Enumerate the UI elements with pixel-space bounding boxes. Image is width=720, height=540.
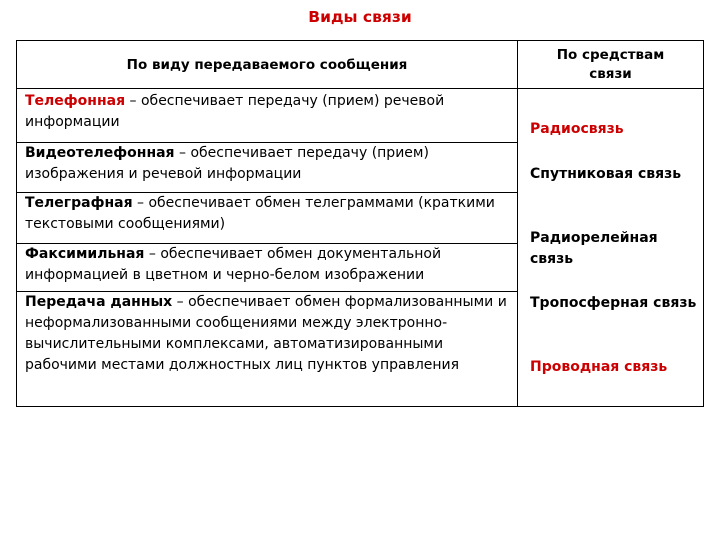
header-message-types: [16, 40, 518, 89]
message-type-description: – обеспечивает обмен документальной информацией в цветном и черно-белом изображении: [25, 246, 442, 283]
message-type-term: Телеграфная: [25, 195, 133, 211]
comm-means-wired: Проводная связь: [530, 359, 668, 375]
message-types-list: [16, 88, 518, 407]
comm-means-radio-relay: Радиорелейная связь: [530, 230, 658, 267]
message-type-term: Телефонная: [25, 93, 126, 109]
message-type-term: Видеотелефонная: [25, 145, 175, 161]
comm-means-tropospheric: Тропосферная связь: [530, 295, 697, 311]
message-type-description: – обеспечивает обмен телеграммами (краткими текстовыми сообщениями): [25, 195, 495, 232]
header-communication-means-label: По средствам связи: [556, 46, 665, 82]
message-type-data-transfer: [17, 291, 517, 376]
message-type-facsimile: [17, 243, 517, 286]
header-communication-means: [517, 40, 704, 89]
message-type-telegraph: [17, 192, 517, 235]
comm-means-satellite: Спутниковая связь: [530, 166, 682, 182]
communication-means-list: [517, 88, 704, 407]
message-type-description: – обеспечивает передачу (прием) изображения и речевой информации: [25, 145, 429, 182]
message-type-telephone: [17, 91, 517, 133]
comm-means-radio: Радиосвязь: [530, 121, 624, 137]
header-message-types-label: По виду передаваемого сообщения: [126, 56, 408, 73]
slide-title: Виды связи: [308, 8, 412, 26]
message-type-term: Передача данных: [25, 294, 173, 310]
message-type-term: Факсимильная: [25, 246, 145, 262]
message-type-description: – обеспечивает обмен формализованными и неформализованными сообщениями между электронно-вычислительными комплексами, автоматизированными рабочими местами должностных лиц пунктов управления: [25, 294, 507, 373]
message-type-description: – обеспечивает передачу (прием) речевой информации: [25, 93, 445, 130]
message-type-videotelephone: [17, 142, 517, 185]
